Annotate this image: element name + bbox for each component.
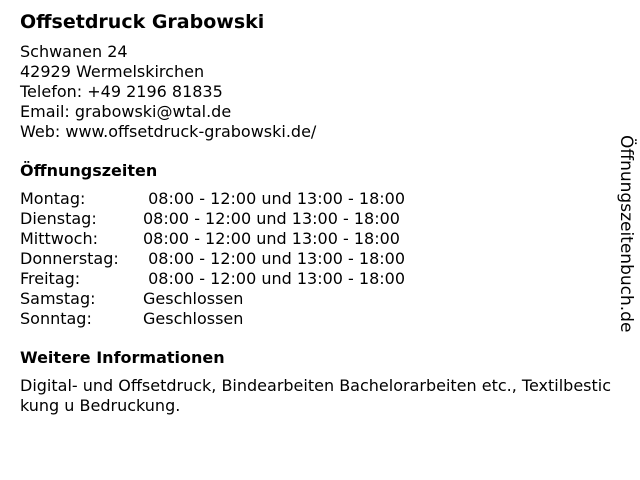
brand-watermark: Öffnungszeitenbuch.de [616, 135, 636, 333]
street-address: Schwanen 24 [20, 42, 128, 61]
hours-row-tuesday [20, 209, 610, 229]
hours-value: 08:00 - 12:00 und 13:00 - 18:00 [143, 249, 406, 268]
hours-value: 08:00 - 12:00 und 13:00 - 18:00 [143, 269, 406, 288]
hours-value: 08:00 - 12:00 und 13:00 - 18:00 [143, 229, 400, 248]
hours-row-thursday [20, 249, 610, 269]
day-label: Montag: [20, 189, 86, 208]
city-address: 42929 Wermelskirchen [20, 62, 205, 81]
business-name: Offsetdruck Grabowski [20, 11, 265, 33]
opening-hours-heading: Öffnungszeiten [20, 161, 158, 180]
phone-number: Telefon: +49 2196 81835 [20, 82, 223, 101]
hours-value: Geschlossen [143, 289, 244, 308]
email-address: Email: grabowski@wtal.de [20, 102, 232, 121]
contact-block [20, 42, 610, 142]
day-label: Sonntag: [20, 309, 92, 328]
hours-row-wednesday [20, 229, 610, 249]
day-label: Donnerstag: [20, 249, 119, 268]
hours-value: 08:00 - 12:00 und 13:00 - 18:00 [143, 209, 400, 228]
hours-row-friday [20, 269, 610, 289]
more-info-text: Digital- und Offsetdruck, Bindearbeiten Bachelorarbeiten etc., Textilbestickung u Bedruckung. [20, 376, 612, 415]
day-label: Dienstag: [20, 209, 97, 228]
business-card [20, 10, 610, 416]
day-label: Mittwoch: [20, 229, 98, 248]
hours-row-saturday [20, 289, 610, 309]
website-address: Web: www.offsetdruck-grabowski.de/ [20, 122, 317, 141]
hours-row-sunday [20, 309, 610, 329]
more-info-heading: Weitere Informationen [20, 348, 225, 367]
opening-hours-table [20, 189, 610, 329]
hours-value: 08:00 - 12:00 und 13:00 - 18:00 [143, 189, 406, 208]
hours-row-monday [20, 189, 610, 209]
hours-value: Geschlossen [143, 309, 244, 328]
day-label: Freitag: [20, 269, 81, 288]
day-label: Samstag: [20, 289, 96, 308]
